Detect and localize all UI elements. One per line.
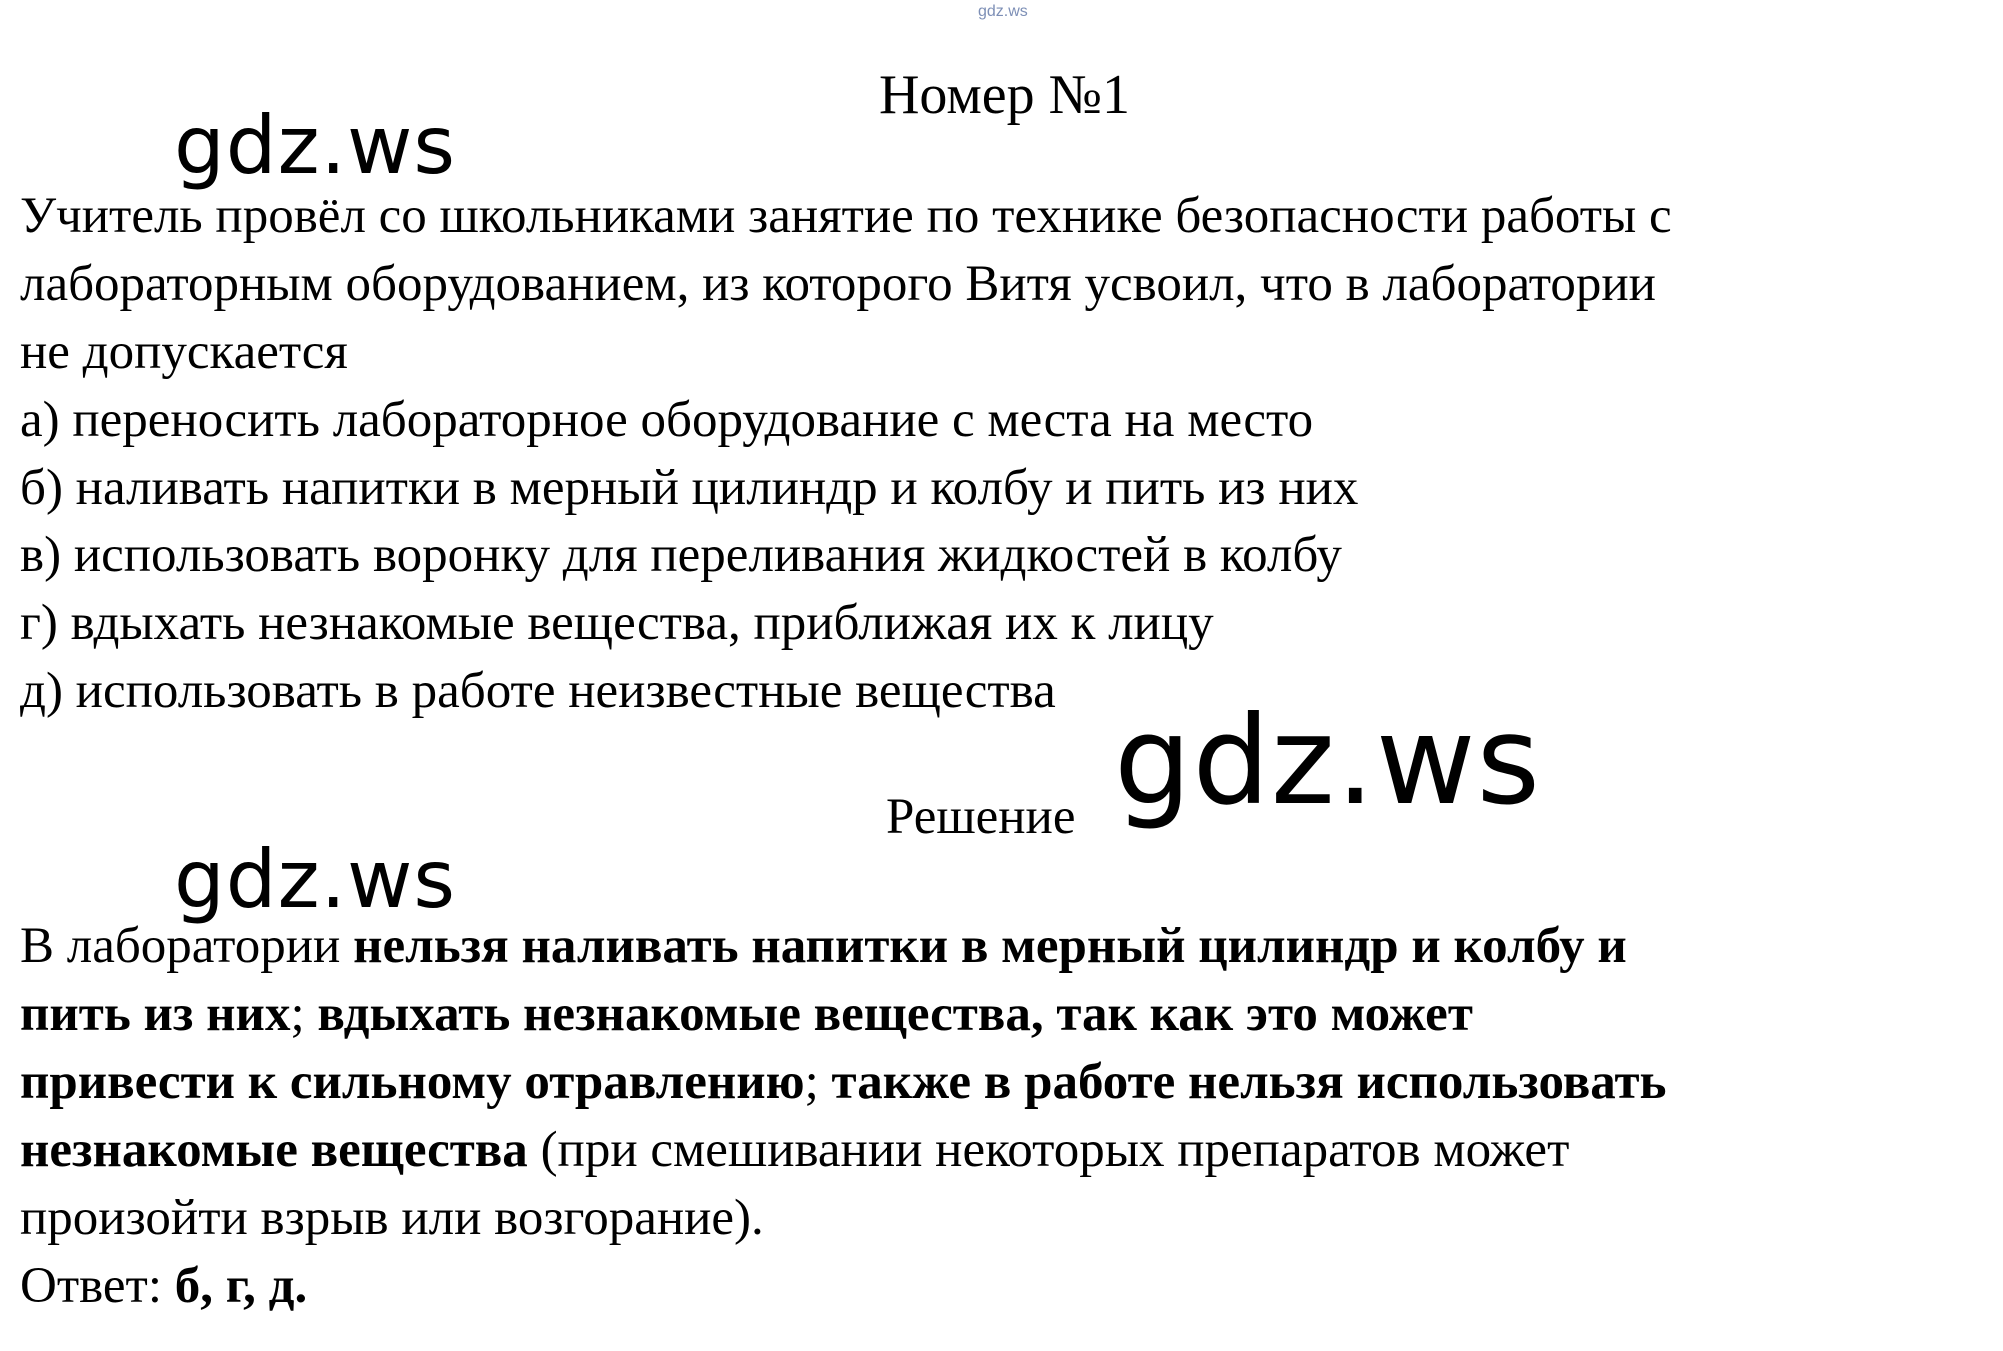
option-b: б) наливать напитки в мерный цилиндр и колбу и пить из них	[20, 460, 1359, 516]
solution-line-4	[20, 1117, 1569, 1183]
solution-emphasis: нельзя наливать напитки в мерный цилиндр и колбу и	[353, 918, 1627, 974]
solution-emphasis: вдыхать незнакомые вещества, так как это может	[317, 986, 1473, 1042]
watermark-logo: gdz.ws	[174, 833, 457, 926]
solution-emphasis: незнакомые вещества	[20, 1122, 528, 1178]
solution-text: В лаборатории	[20, 918, 354, 974]
page-title: Номер №1	[878, 64, 1131, 126]
solution-text: ;	[804, 1054, 832, 1110]
task-intro-line-2: лабораторным оборудованием, из которого Витя усвоил, что в лаборатории	[20, 256, 1656, 312]
solution-text: ;	[290, 986, 318, 1042]
option-d: г) вдыхать незнакомые вещества, приближая их к лицу	[20, 595, 1214, 651]
task-intro-line-3: не допускается	[20, 324, 348, 380]
watermark-logo: gdz.ws	[1114, 690, 1542, 832]
solution-emphasis: пить из них	[20, 986, 291, 1042]
solution-heading: Решение	[886, 789, 1076, 845]
solution-line-5: произойти взрыв или возгорание).	[20, 1190, 764, 1246]
solution-emphasis: также в работе нельзя использовать	[831, 1054, 1667, 1110]
answer-value: б, г, д.	[174, 1258, 308, 1314]
solution-line-1	[20, 913, 1627, 979]
option-e: д) использовать в работе неизвестные вещества	[20, 663, 1056, 719]
answer-label: Ответ:	[20, 1258, 175, 1314]
solution-text: (при смешивании некоторых препаратов может	[527, 1122, 1570, 1178]
option-c: в) использовать воронку для переливания жидкостей в колбу	[20, 527, 1342, 583]
solution-line-3	[20, 1049, 1666, 1115]
small-watermark: gdz.ws	[978, 3, 1028, 20]
answer-line	[20, 1253, 307, 1319]
watermark-logo: gdz.ws	[174, 99, 457, 192]
solution-emphasis: привести к сильному отравлению	[20, 1054, 805, 1110]
task-intro-line-1: Учитель провёл со школьниками занятие по технике безопасности работы с	[20, 188, 1672, 244]
option-a: а) переносить лабораторное оборудование с места на место	[20, 392, 1314, 448]
solution-line-2	[20, 981, 1473, 1047]
